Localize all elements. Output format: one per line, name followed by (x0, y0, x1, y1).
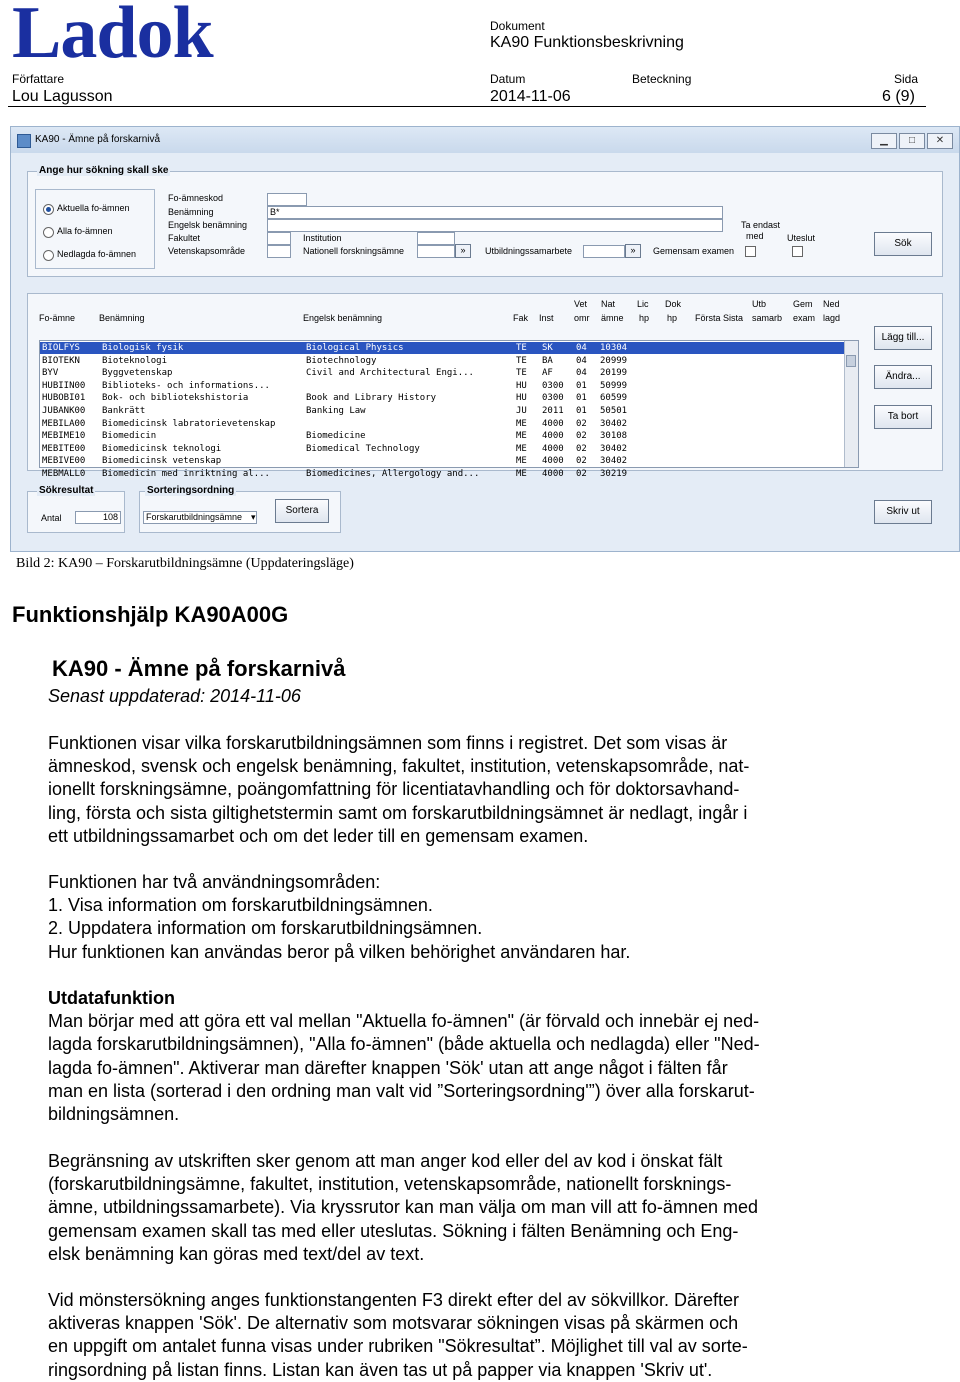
list-cell: Biomedicinsk vetenskap (102, 456, 222, 467)
fo-amne-list[interactable] (39, 340, 859, 479)
window-title: KA90 - Ämne på forskarnivå (35, 134, 161, 145)
list-item[interactable] (40, 443, 844, 455)
list-item[interactable] (40, 405, 844, 417)
list-cell: 60599 (600, 393, 628, 404)
col-header-gem: Gem (793, 299, 813, 309)
col-header-inst: Inst (539, 313, 554, 323)
list-cell: 20199 (600, 368, 628, 379)
list-cell: MEBITE00 (42, 443, 86, 454)
list-cell: 02 (576, 456, 587, 467)
app-icon (17, 134, 31, 148)
col-header-exam: exam (793, 313, 816, 323)
text-line: Funktionen har två användningsområden: (48, 872, 381, 892)
label-med: med (746, 231, 764, 241)
uteslut-checkbox[interactable] (792, 246, 803, 257)
text-line: Man börjar med att göra ett val mellan "Aktuella fo-ämnen" (är förvald och innebär ej ned- (48, 1011, 760, 1032)
skriv-ut-button[interactable]: Skriv ut (874, 500, 932, 524)
list-cell: Biomedicinsk teknologi (102, 443, 222, 454)
list-cell: 4000 (542, 418, 564, 429)
list-cell: BYV (42, 368, 59, 379)
text-line: Begränsning av utskriften sker genom att man anger kod eller del av kod i önskat fält (48, 1151, 723, 1171)
list-cell: ME (516, 418, 527, 429)
ta-endast-med-checkbox[interactable] (745, 246, 756, 257)
page-value: 6 (9) (882, 88, 915, 105)
lagg-till-button[interactable]: Lägg till... (874, 326, 932, 350)
list-cell: BIOTEKN (42, 355, 80, 366)
label-fakultet: Fakultet (168, 233, 201, 243)
utbildning-lookup-icon[interactable]: » (625, 244, 641, 258)
text-line: bildningsämnen. (48, 1104, 180, 1125)
paragraph-intro (48, 732, 848, 848)
label-benamning: Benämning (168, 207, 214, 217)
list-cell: MEBMALL0 (42, 469, 86, 479)
list-cell: Bankrätt (102, 406, 146, 416)
col-header-nat: Nat (601, 299, 616, 309)
list-cell: MEBILA00 (42, 418, 86, 429)
col-header-benamning: Benämning (99, 313, 145, 323)
list-item[interactable] (40, 342, 844, 354)
list-cell: 10304 (600, 343, 628, 353)
list-cell: Book and Library History (306, 393, 437, 404)
list-cell: Bok- och bibliotekshistoria (102, 393, 249, 404)
label-nationell-forskningsamne: Nationell forskningsämne (303, 246, 405, 256)
label-fo-amneskod: Fo-ämneskod (168, 193, 224, 203)
list-cell: 4000 (542, 443, 564, 454)
list-cell: Bioteknologi (102, 355, 168, 366)
list-cell: Biological Physics (306, 343, 404, 353)
label-uteslut: Uteslut (787, 233, 816, 243)
list-cell: 50501 (600, 406, 628, 416)
list-cell: 04 (576, 368, 587, 379)
maximize-icon[interactable]: □ (899, 133, 925, 149)
updated-date: Senast uppdaterad: 2014-11-06 (48, 686, 301, 706)
text-line: Vid mönstersökning anges funktionstangenten F3 direkt efter del av sökvillkor. Därefter (48, 1290, 740, 1310)
list-cell: ME (516, 456, 527, 467)
text-line: man en lista (sorterad i den ordning man valt vid ”Sorteringsordning'”) över alla forskarut- (48, 1080, 755, 1101)
col-header-amne: ämne (601, 313, 624, 323)
list-cell: HUBOBI01 (42, 393, 86, 404)
list-cell: HU (516, 393, 527, 404)
radio-nedlagda[interactable] (43, 250, 54, 261)
list-cell: TE (516, 355, 527, 366)
label-utbildningssamarbete: Utbildningssamarbete (485, 246, 573, 256)
list-cell: 50999 (600, 380, 628, 391)
text-line: Hur funktionen kan användas beror på vilken behörighet användaren har. (48, 941, 631, 962)
fakultet-input[interactable] (267, 232, 291, 245)
list-cell: ME (516, 469, 527, 479)
list-cell: Biomedicin med inriktning al... (102, 469, 270, 479)
list-cell: 04 (576, 355, 587, 366)
text-line: gemensam examen skall tas med eller uteslutas. Sökning i fälten Benämning och Eng- (48, 1220, 739, 1241)
paragraph-limitation (48, 1150, 848, 1266)
text-line: Funktionen visar vilka forskarutbildningsämnen som finns i registret. Det som visas är (48, 733, 728, 753)
radio-alla-label: Alla fo-ämnen (57, 226, 113, 236)
text-line: en uppgift om antalet funna visas under rubriken "Sökresultat”. Möjlighet till val av sorte- (48, 1336, 748, 1357)
minimize-icon[interactable]: ▁ (871, 133, 897, 149)
list-cell: HU (516, 380, 527, 391)
col-header-fak: Fak (513, 313, 529, 323)
text-line: ett utbildningssamarbet och om det leder till en gemensam examen. (48, 825, 589, 846)
list-item[interactable] (40, 392, 844, 404)
search-group-title: Ange hur sökning skall ske (39, 165, 169, 176)
list-cell: 02 (576, 418, 587, 429)
date-label: Datum (490, 72, 526, 86)
list-cell: Biologisk fysik (102, 343, 184, 353)
engelsk-benamning-input[interactable] (267, 219, 723, 232)
label-engelsk-benamning: Engelsk benämning (168, 220, 248, 230)
author-value: Lou Lagusson (12, 88, 113, 105)
ladok-logo: Ladok (12, 0, 213, 74)
radio-aktuella[interactable] (43, 204, 54, 215)
list-cell: 30108 (600, 431, 628, 442)
text-line: ionellt forskningsämne, poängomfattning för licentiatavhandling och för doktorsavhand- (48, 779, 740, 800)
col-header-vet: Vet (574, 299, 588, 309)
list-cell: 4000 (542, 469, 564, 479)
window-titlebar (11, 127, 959, 153)
list-cell: 01 (576, 406, 587, 416)
figure-caption: Bild 2: KA90 – Forskarutbildningsämne (Uppdateringsläge) (16, 556, 354, 571)
header-rule (8, 106, 926, 107)
text-line: (forskarutbildningsämne, fakultet, institution, vetenskapsområde, nationellt forsknings- (48, 1174, 732, 1195)
list-cell: ME (516, 431, 527, 442)
col-header-utb: Utb (752, 299, 767, 309)
list-cell: 2011 (542, 406, 564, 416)
col-header-forsta-sista: Första Sista (695, 313, 744, 323)
list-cell: MEBIME10 (42, 431, 86, 442)
sort-group-title: Sorteringsordning (147, 485, 235, 496)
list-cell: Biomedicin (102, 431, 157, 442)
list-cell: Biomedicinsk labratorievetenskap (102, 418, 276, 429)
utbildningssamarbete-input[interactable] (583, 245, 625, 258)
col-header-lagd: lagd (823, 313, 841, 323)
author-label: Författare (12, 72, 65, 86)
antal-label: Antal (41, 513, 62, 523)
close-icon[interactable]: ✕ (927, 133, 953, 149)
label-gemensam-examen: Gemensam examen (653, 246, 735, 256)
list-cell: 30402 (600, 456, 628, 467)
list-cell: SK (542, 343, 553, 353)
label-ta-endast: Ta endast (741, 220, 781, 230)
text-line: lagda fo-ämnen". Aktiverar man därefter knappen 'Sök' utan att ange något i fälten får (48, 1057, 728, 1078)
col-header-lic: Lic (637, 299, 649, 309)
page-heading: Funktionshjälp KA90A00G (12, 602, 289, 627)
list-cell: Civil and Architectural Engi... (306, 368, 474, 379)
text-line: elsk benämning kan göras med text/del av text. (48, 1243, 425, 1264)
list-cell: Byggvetenskap (102, 368, 173, 379)
list-cell: TE (516, 368, 527, 379)
list-item[interactable] (40, 380, 844, 392)
list-cell: HUBIIN00 (42, 380, 86, 391)
text-line: 2. Uppdatera information om forskarutbildningsämnen. (48, 918, 483, 939)
benamning-input[interactable]: B* (267, 206, 723, 219)
label-vetenskapsomrade: Vetenskapsområde (168, 246, 246, 256)
list-scrollbar[interactable] (844, 341, 858, 467)
list-cell: Banking Law (306, 406, 366, 416)
page-subheading: KA90 - Ämne på forskarnivå (52, 656, 346, 681)
list-cell: 0300 (542, 393, 564, 404)
list-cell: 4000 (542, 431, 564, 442)
text-line: ringsordning på listan finns. Listan kan även tas ut på papper via knappen 'Skriv ut'. (48, 1359, 713, 1380)
app-window (10, 126, 960, 552)
list-cell: JU (516, 406, 527, 416)
col-header-ned: Ned (823, 299, 840, 309)
col-header-lic-hp: hp (639, 313, 650, 323)
radio-nedlagda-label: Nedlagda fo-ämnen (57, 249, 137, 259)
institution-input[interactable] (417, 232, 455, 245)
utdata-heading: Utdatafunktion (48, 988, 175, 1008)
text-line: ämne, utbildningssamarbete). Via kryssrutor kan man välja om man vill att fo-ämnen med (48, 1197, 758, 1218)
nationell-lookup-icon[interactable]: » (455, 244, 471, 258)
vetenskapsomrade-input[interactable] (267, 245, 291, 258)
list-cell: 02 (576, 469, 587, 479)
reference-label: Beteckning (632, 72, 692, 86)
list-cell: TE (516, 343, 527, 353)
list-cell: 30402 (600, 418, 628, 429)
list-cell: AF (542, 368, 553, 379)
list-cell: Biomedicines, Allergology and... (306, 469, 480, 479)
result-group-title: Sökresultat (39, 485, 94, 496)
text-line: ämneskod, svensk och engelsk benämning, fakultet, institution, vetenskapsområde, nat- (48, 756, 750, 777)
list-item[interactable] (40, 430, 844, 442)
list-cell: Biomedical Technology (306, 443, 420, 454)
paragraph-pattern-search (48, 1289, 848, 1382)
col-header-omr: omr (574, 313, 590, 323)
ta-bort-button[interactable]: Ta bort (874, 405, 932, 429)
list-cell: 30402 (600, 443, 628, 454)
radio-alla[interactable] (43, 227, 54, 238)
sortera-button[interactable]: Sortera (275, 499, 329, 523)
list-item[interactable] (40, 418, 844, 430)
fo-amneskod-input[interactable] (267, 193, 307, 206)
list-cell: 4000 (542, 456, 564, 467)
chevron-down-icon[interactable]: ▾ (251, 512, 256, 522)
andra-button[interactable]: Ändra... (874, 365, 932, 389)
list-item[interactable] (40, 468, 844, 480)
text-line: ling, första och sista giltighetstermin samt om forskarutbildningsämnet är nedlagt, ingår i (48, 802, 748, 823)
list-cell: 01 (576, 380, 587, 391)
text-line: lagda forskarutbildningsämnen), "Alla fo-ämnen" (både aktuella och nedlagda) eller "Ned- (48, 1034, 760, 1055)
list-cell: 04 (576, 343, 587, 353)
text-line: 1. Visa information om forskarutbildningsämnen. (48, 895, 433, 916)
sort-select[interactable]: Forskarutbildningsämne (143, 511, 257, 524)
paragraph-utdata (48, 987, 848, 1126)
col-header-engelsk-benamning: Engelsk benämning (303, 313, 383, 323)
text-line: aktiveras knappen 'Sök'. De alternativ som motsvarar sökningen visas på skärmen och (48, 1313, 739, 1334)
page-label: Sida (894, 72, 919, 86)
sok-button[interactable]: Sök (874, 232, 932, 256)
antal-value: 108 (75, 511, 121, 524)
list-cell: BIOLFYS (42, 343, 80, 353)
list-cell: 30219 (600, 469, 628, 479)
list-cell: 01 (576, 393, 587, 404)
list-cell: BA (542, 355, 553, 366)
list-cell: ME (516, 443, 527, 454)
label-institution: Institution (303, 233, 342, 243)
list-cell: 02 (576, 431, 587, 442)
paragraph-usage (48, 871, 848, 964)
list-cell: JUBANK00 (42, 406, 86, 416)
list-cell: Biblioteks- och informations... (102, 380, 270, 391)
col-header-dok: Dok (665, 299, 682, 309)
list-cell: 02 (576, 443, 587, 454)
date-value: 2014-11-06 (490, 88, 571, 105)
list-item[interactable] (40, 455, 844, 467)
col-header-samarb: samarb (752, 313, 783, 323)
list-cell: 20999 (600, 355, 628, 366)
list-cell: MEBIVE00 (42, 456, 86, 467)
list-item[interactable] (40, 355, 844, 367)
list-cell: 0300 (542, 380, 564, 391)
list-item[interactable] (40, 367, 844, 379)
document-label: Dokument (490, 19, 545, 33)
col-header-dok-hp: hp (667, 313, 678, 323)
list-cell: Biomedicine (306, 431, 366, 442)
list-cell: Biotechnology (306, 355, 377, 366)
col-header-fo-amne: Fo-ämne (39, 313, 76, 323)
nationell-forskningsamne-input[interactable] (417, 245, 455, 258)
document-value: KA90 Funktionsbeskrivning (490, 34, 684, 51)
radio-aktuella-label: Aktuella fo-ämnen (57, 203, 130, 213)
